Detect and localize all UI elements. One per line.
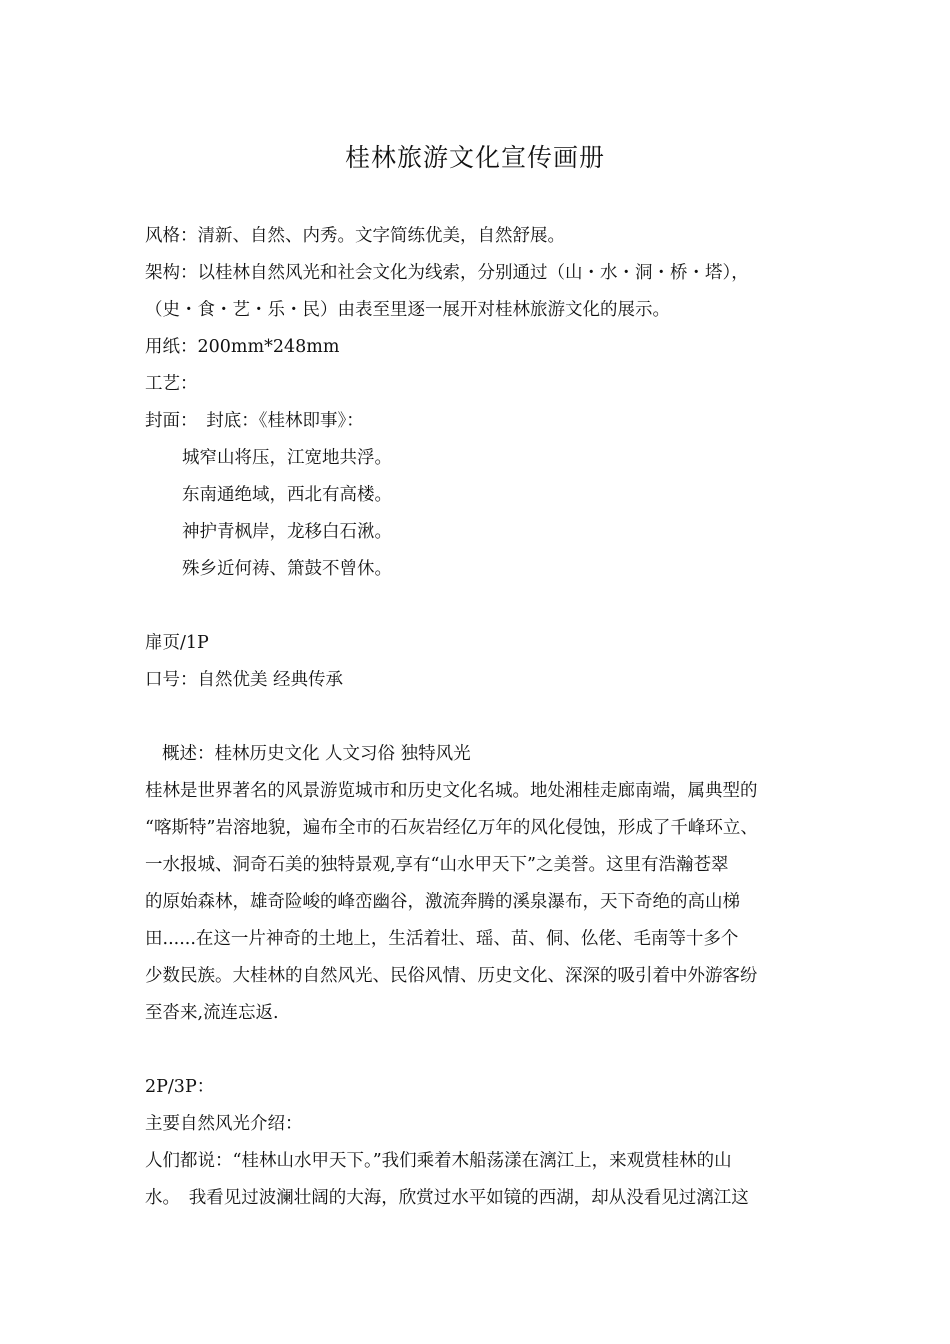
pages-label: 2P/3P：	[145, 1077, 215, 1097]
paragraph-line: 田......在这一片神奇的土地上，生活着壮、瑶、苗、侗、仫佬、毛南等十多个	[145, 929, 739, 949]
style-line: 风格：清新、自然、内秀。文字简练优美，自然舒展。	[145, 226, 565, 246]
poem-line: 殊乡近何祷、箫鼓不曾休。	[182, 559, 392, 579]
paper-line: 用纸：200mm*248mm	[145, 337, 340, 357]
document-title: 桂林旅游文化宣传画册	[344, 143, 605, 172]
spacer	[145, 699, 813, 736]
structure-line-2: （史・食・艺・乐・民）由表至里逐一展开对桂林旅游文化的展示。	[145, 300, 670, 320]
paragraph-line: “喀斯特”岩溶地貌，遍布全市的石灰岩经亿万年的风化侵蚀，形成了千峰环立、	[145, 818, 758, 838]
paragraph-line: 水。 我看见过波澜壮阔的大海，欣赏过水平如镜的西湖，却从没看见过漓江这	[145, 1188, 749, 1208]
overview-line: 概述：桂林历史文化 人文习俗 独特风光	[162, 744, 471, 764]
structure-line-1: 架构：以桂林自然风光和社会文化为线索，分别通过（山・水・洞・桥・塔），	[145, 263, 749, 283]
paragraph-line: 至沓来,流连忘返.	[145, 1003, 279, 1023]
poem	[145, 440, 813, 588]
paragraph-line: 桂林是世界著名的风景游览城市和历史文化名城。地处湘桂走廊南端，属典型的	[145, 781, 758, 801]
spacer	[145, 1032, 813, 1069]
nature-heading: 主要自然风光介绍：	[145, 1114, 303, 1134]
flyleaf-label: 扉页/1P	[145, 633, 209, 653]
paragraph-line: 人们都说：“桂林山水甲天下。”我们乘着木船荡漾在漓江上，来观赏桂林的山	[145, 1151, 732, 1171]
spacer	[145, 588, 813, 625]
poem-line: 城窄山将压，江宽地共浮。	[182, 448, 392, 468]
slogan-line: 口号：自然优美 经典传承	[145, 670, 344, 690]
poem-line: 神护青枫岸，龙移白石湫。	[182, 522, 392, 542]
overview-paragraph	[145, 773, 813, 1032]
cover-line: 封面： 封底：《桂林即事》：	[145, 411, 364, 431]
paragraph-line: 一水报城、洞奇石美的独特景观,享有“山水甲天下”之美誉。这里有浩瀚苍翠	[145, 855, 729, 875]
nature-paragraph	[145, 1143, 813, 1217]
craft-line: 工艺：	[145, 374, 198, 394]
paragraph-line: 的原始森林，雄奇险峻的峰峦幽谷，激流奔腾的溪泉瀑布，天下奇绝的高山梯	[145, 892, 740, 912]
poem-line: 东南通绝域，西北有高楼。	[182, 485, 392, 505]
document-body	[145, 218, 813, 1217]
paragraph-line: 少数民族。大桂林的自然风光、民俗风情、历史文化、深深的吸引着中外游客纷	[145, 966, 758, 986]
